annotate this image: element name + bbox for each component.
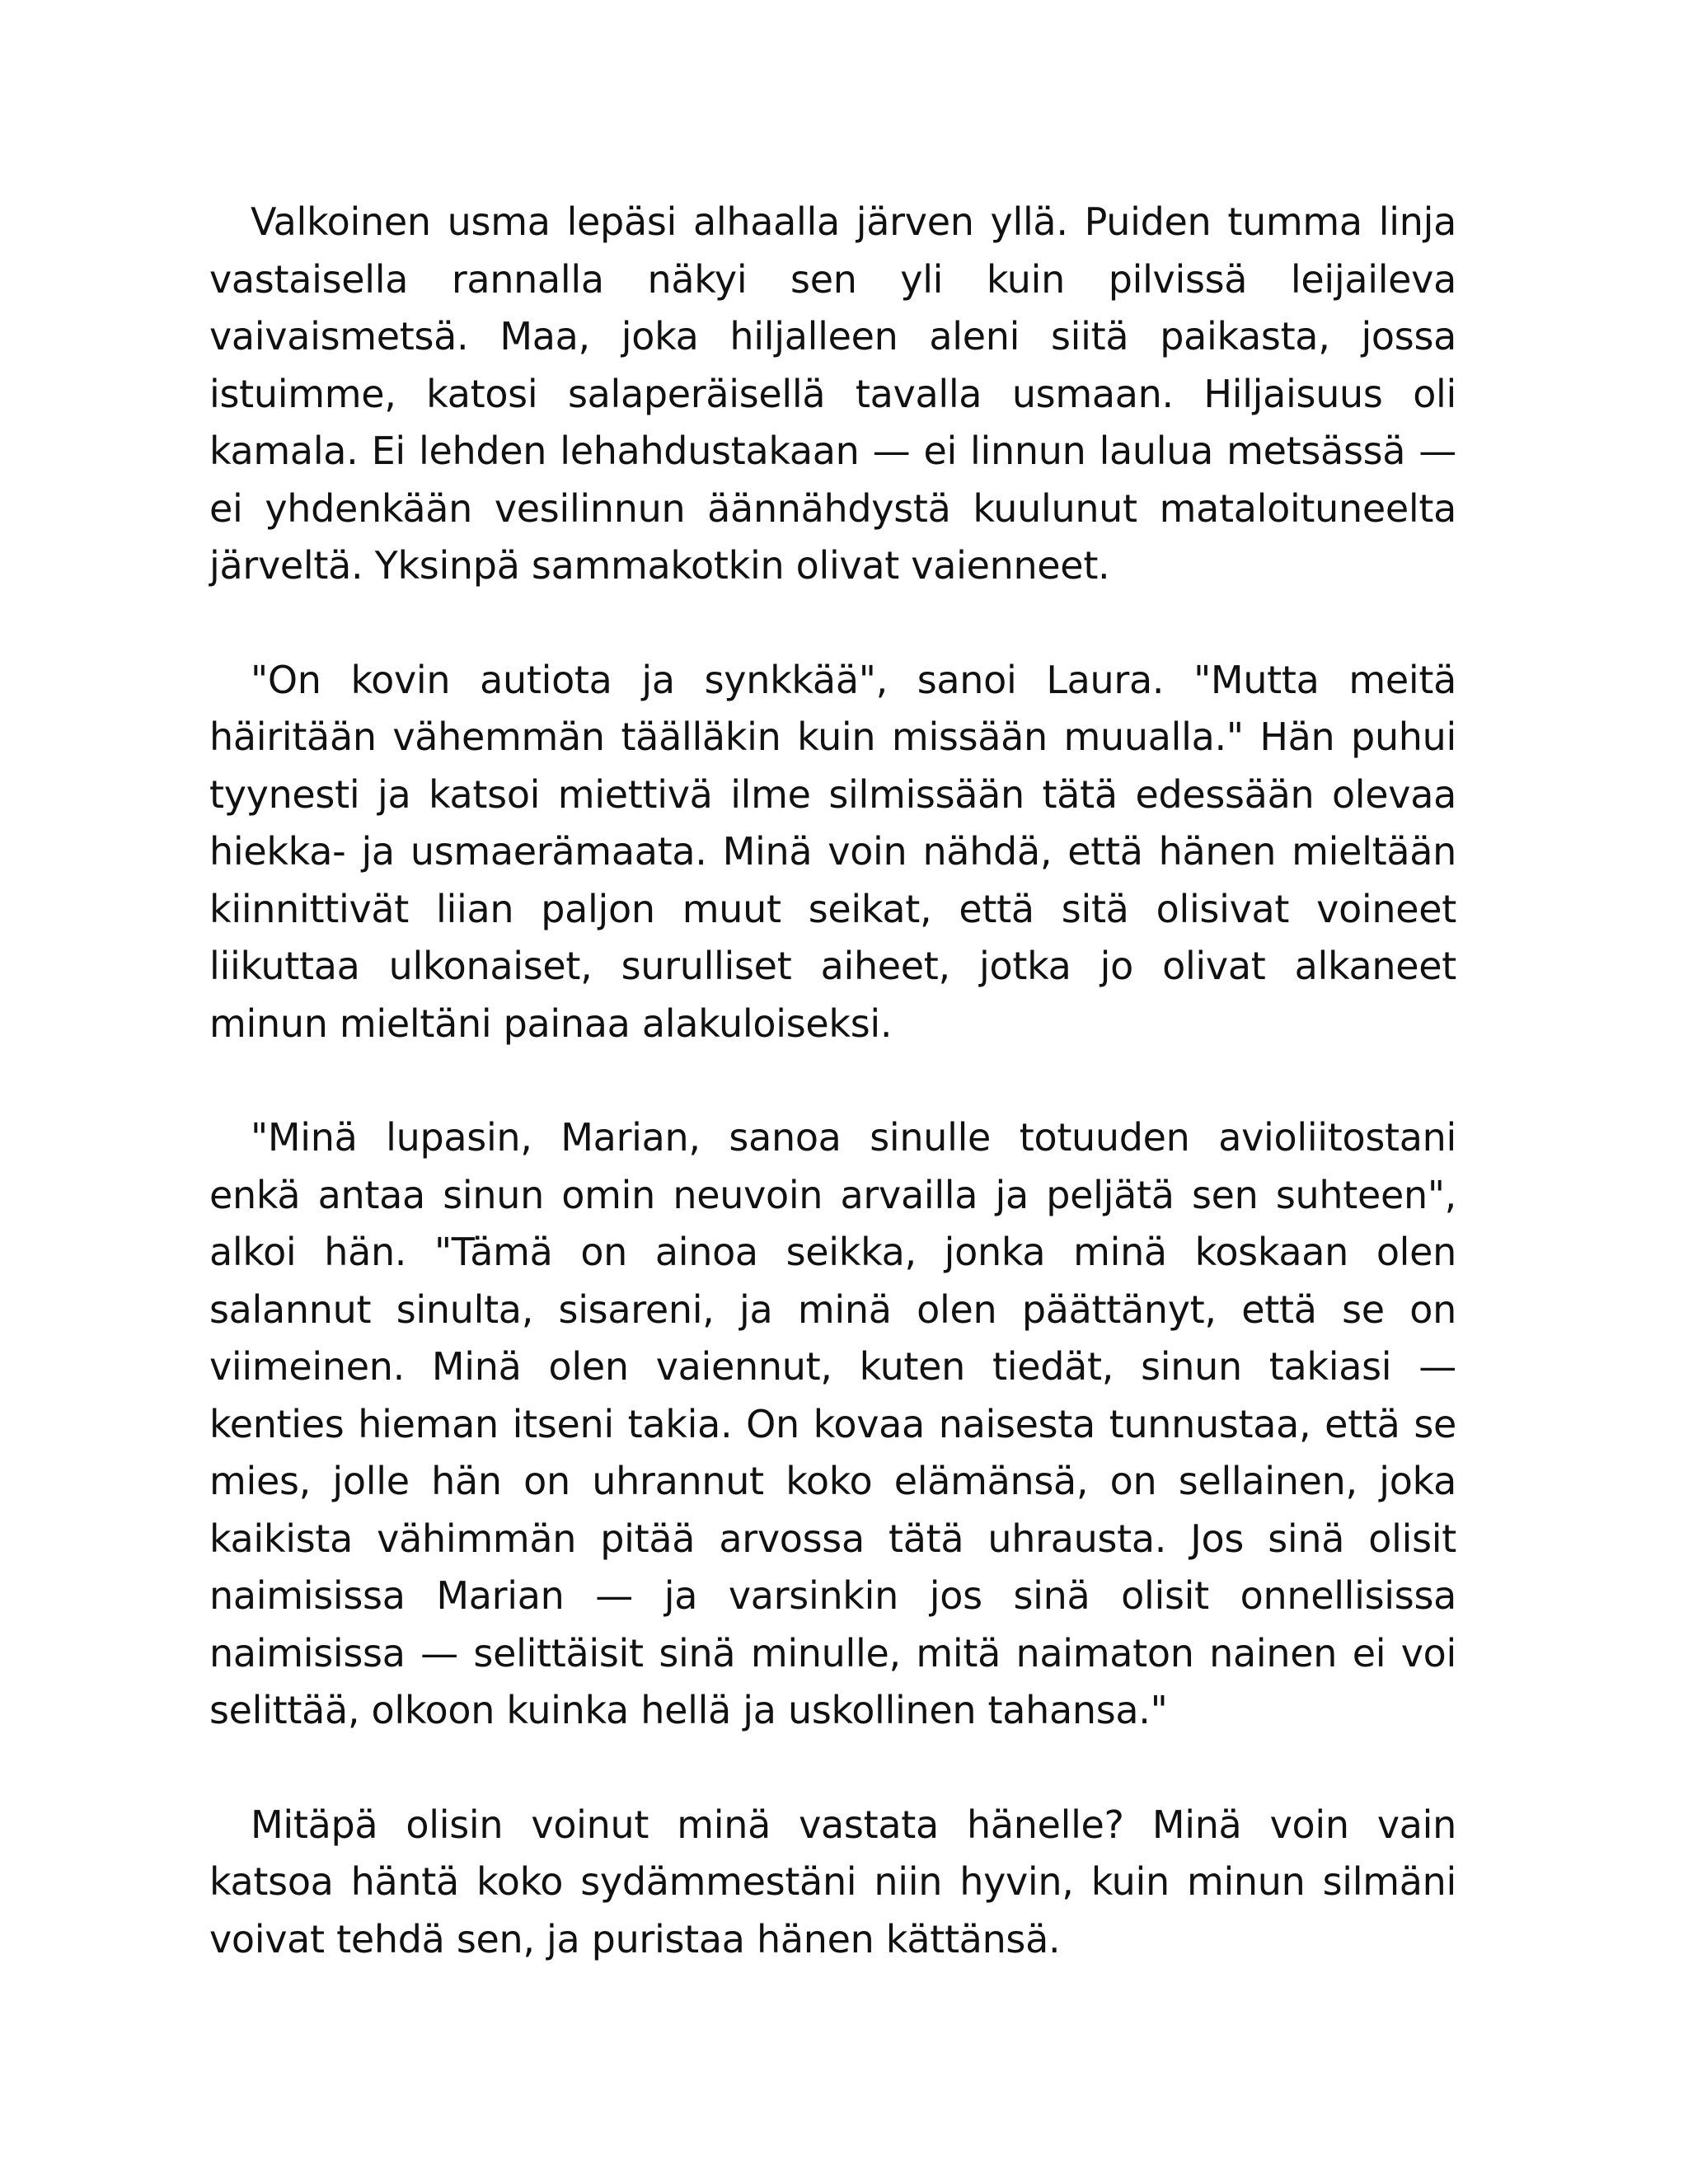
document-page [209, 194, 1456, 1968]
paragraph-2: "On kovin autiota ja synkkää", sanoi Laura. "Mutta meitä häiritään vähemmän täälläkin kuin missään muualla." Hän puhui tyynesti ja katsoi miettivä ilme silmissään tätä edessään olevaa hiekka- ja usmaerämaata. Minä voin nähdä, että hänen mieltään kiinnittivät liian paljon muut seikat, että sitä olisivat voineet liikuttaa ulkonaiset, surulliset aiheet, jotka jo olivat alkaneet minun mieltäni painaa alakuloiseksi. [209, 657, 1456, 1046]
paragraph-4: Mitäpä olisin voinut minä vastata hänelle? Minä voin vain katsoa häntä koko sydämmestäni niin hyvin, kuin minun silmäni voivat tehdä sen, ja puristaa hänen kättänsä. [209, 1802, 1456, 1961]
paragraph-3: "Minä lupasin, Marian, sanoa sinulle totuuden avioliitostani enkä antaa sinun omin neuvoin arvailla ja peljätä sen suhteen", alkoi hän. "Tämä on ainoa seikka, jonka minä koskaan olen salannut sinulta, sisareni, ja minä olen päättänyt, että se on viimeinen. Minä olen vaiennut, kuten tiedät, sinun takiasi — kenties hieman itseni takia. On kovaa naisesta tunnustaa, että se mies, jolle hän on uhrannut koko elämänsä, on sellainen, joka kaikista vähimmän pitää arvossa tätä uhrausta. Jos sinä olisit naimisissa Marian — ja varsinkin jos sinä olisit onnellisissa naimisissa — selittäisit sinä minulle, mitä naimaton nainen ei voi selittää, olkoon kuinka hellä ja uskollinen tahansa." [209, 1115, 1456, 1732]
paragraph-1: Valkoinen usma lepäsi alhaalla järven yllä. Puiden tumma linja vastaisella rannalla näkyi sen yli kuin pilvissä leijaileva vaivaismetsä. Maa, joka hiljalleen aleni siitä paikasta, jossa istuimme, katosi salaperäisellä tavalla usmaan. Hiljaisuus oli kamala. Ei lehden lehahdustakaan — ei linnun laulua metsässä — ei yhdenkään vesilinnun äännähdystä kuulunut mataloituneelta järveltä. Yksinpä sammakotkin olivat vaienneet. [209, 199, 1456, 588]
